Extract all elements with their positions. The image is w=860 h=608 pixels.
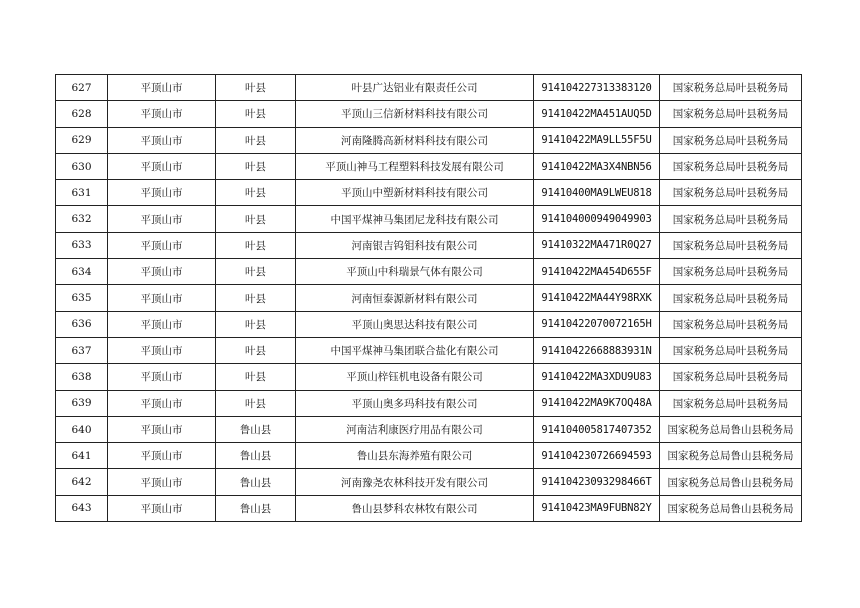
row-number-cell: 632 xyxy=(56,206,108,232)
credit-code-cell: 91410422MA9K7OQ48A xyxy=(534,390,660,416)
table-row xyxy=(56,101,802,127)
tax-bureau-cell: 国家税务总局叶县税务局 xyxy=(660,390,802,416)
row-number-cell: 638 xyxy=(56,364,108,390)
county-cell: 叶县 xyxy=(216,180,296,206)
company-name-cell: 平顶山神马工程塑料科技发展有限公司 xyxy=(296,153,534,179)
company-name-cell: 平顶山三信新材料科技有限公司 xyxy=(296,101,534,127)
credit-code-cell: 91410422MA44Y98RXK xyxy=(534,285,660,311)
city-cell: 平顶山市 xyxy=(108,285,216,311)
county-cell: 叶县 xyxy=(216,232,296,258)
table-row xyxy=(56,232,802,258)
credit-code-cell: 91410423MA9FUBN82Y xyxy=(534,495,660,521)
row-number-cell: 637 xyxy=(56,337,108,363)
city-cell: 平顶山市 xyxy=(108,127,216,153)
company-name-cell: 平顶山梓钰机电设备有限公司 xyxy=(296,364,534,390)
row-number-cell: 630 xyxy=(56,153,108,179)
taxpayer-table xyxy=(55,74,802,522)
row-number-cell: 627 xyxy=(56,75,108,101)
company-name-cell: 河南豫尧农林科技开发有限公司 xyxy=(296,469,534,495)
tax-bureau-cell: 国家税务总局叶县税务局 xyxy=(660,127,802,153)
tax-bureau-cell: 国家税务总局叶县税务局 xyxy=(660,101,802,127)
tax-bureau-cell: 国家税务总局叶县税务局 xyxy=(660,259,802,285)
credit-code-cell: 91410422MA3X4NBN56 xyxy=(534,153,660,179)
tax-bureau-cell: 国家税务总局叶县税务局 xyxy=(660,180,802,206)
credit-code-cell: 914104000949049903 xyxy=(534,206,660,232)
county-cell: 鲁山县 xyxy=(216,443,296,469)
table-row xyxy=(56,127,802,153)
company-name-cell: 鲁山县梦科农林牧有限公司 xyxy=(296,495,534,521)
city-cell: 平顶山市 xyxy=(108,206,216,232)
credit-code-cell: 914104227313383120 xyxy=(534,75,660,101)
county-cell: 叶县 xyxy=(216,101,296,127)
county-cell: 叶县 xyxy=(216,206,296,232)
row-number-cell: 636 xyxy=(56,311,108,337)
company-name-cell: 鲁山县东海养殖有限公司 xyxy=(296,443,534,469)
tax-bureau-cell: 国家税务总局叶县税务局 xyxy=(660,153,802,179)
table-row xyxy=(56,206,802,232)
company-name-cell: 平顶山中科瑞景气体有限公司 xyxy=(296,259,534,285)
credit-code-cell: 914104005817407352 xyxy=(534,416,660,442)
county-cell: 叶县 xyxy=(216,337,296,363)
city-cell: 平顶山市 xyxy=(108,416,216,442)
credit-code-cell: 91410422MA3XDU9U83 xyxy=(534,364,660,390)
row-number-cell: 633 xyxy=(56,232,108,258)
city-cell: 平顶山市 xyxy=(108,153,216,179)
credit-code-cell: 91410422668883931N xyxy=(534,337,660,363)
county-cell: 叶县 xyxy=(216,285,296,311)
table-row xyxy=(56,364,802,390)
company-name-cell: 中国平煤神马集团联合盐化有限公司 xyxy=(296,337,534,363)
city-cell: 平顶山市 xyxy=(108,495,216,521)
city-cell: 平顶山市 xyxy=(108,75,216,101)
table-row xyxy=(56,180,802,206)
credit-code-cell: 91410422MA454D655F xyxy=(534,259,660,285)
county-cell: 叶县 xyxy=(216,311,296,337)
company-name-cell: 河南洁利康医疗用品有限公司 xyxy=(296,416,534,442)
tax-bureau-cell: 国家税务总局叶县税务局 xyxy=(660,75,802,101)
county-cell: 鲁山县 xyxy=(216,469,296,495)
city-cell: 平顶山市 xyxy=(108,469,216,495)
county-cell: 叶县 xyxy=(216,364,296,390)
city-cell: 平顶山市 xyxy=(108,180,216,206)
county-cell: 叶县 xyxy=(216,153,296,179)
company-name-cell: 河南隆腾高新材料科技有限公司 xyxy=(296,127,534,153)
table-row xyxy=(56,259,802,285)
county-cell: 叶县 xyxy=(216,75,296,101)
company-name-cell: 河南银吉钨钼科技有限公司 xyxy=(296,232,534,258)
tax-bureau-cell: 国家税务总局叶县税务局 xyxy=(660,337,802,363)
city-cell: 平顶山市 xyxy=(108,390,216,416)
table-row xyxy=(56,285,802,311)
tax-bureau-cell: 国家税务总局叶县税务局 xyxy=(660,285,802,311)
city-cell: 平顶山市 xyxy=(108,443,216,469)
table-row xyxy=(56,337,802,363)
table-row xyxy=(56,390,802,416)
row-number-cell: 643 xyxy=(56,495,108,521)
row-number-cell: 640 xyxy=(56,416,108,442)
table-row xyxy=(56,75,802,101)
county-cell: 鲁山县 xyxy=(216,495,296,521)
table-row xyxy=(56,416,802,442)
table-body xyxy=(56,75,802,522)
tax-bureau-cell: 国家税务总局叶县税务局 xyxy=(660,206,802,232)
row-number-cell: 639 xyxy=(56,390,108,416)
company-name-cell: 河南恒泰源新材料有限公司 xyxy=(296,285,534,311)
table-row xyxy=(56,495,802,521)
row-number-cell: 635 xyxy=(56,285,108,311)
row-number-cell: 629 xyxy=(56,127,108,153)
row-number-cell: 631 xyxy=(56,180,108,206)
tax-bureau-cell: 国家税务总局鲁山县税务局 xyxy=(660,443,802,469)
city-cell: 平顶山市 xyxy=(108,337,216,363)
tax-bureau-cell: 国家税务总局鲁山县税务局 xyxy=(660,469,802,495)
tax-bureau-cell: 国家税务总局鲁山县税务局 xyxy=(660,495,802,521)
credit-code-cell: 91410322MA471R0Q27 xyxy=(534,232,660,258)
city-cell: 平顶山市 xyxy=(108,364,216,390)
credit-code-cell: 91410423093298466T xyxy=(534,469,660,495)
table-row xyxy=(56,153,802,179)
credit-code-cell: 91410400MA9LWEU818 xyxy=(534,180,660,206)
tax-bureau-cell: 国家税务总局叶县税务局 xyxy=(660,232,802,258)
company-name-cell: 叶县广达铝业有限责任公司 xyxy=(296,75,534,101)
credit-code-cell: 91410422MA451AUQ5D xyxy=(534,101,660,127)
credit-code-cell: 914104230726694593 xyxy=(534,443,660,469)
tax-bureau-cell: 国家税务总局叶县税务局 xyxy=(660,364,802,390)
city-cell: 平顶山市 xyxy=(108,311,216,337)
row-number-cell: 642 xyxy=(56,469,108,495)
tax-bureau-cell: 国家税务总局鲁山县税务局 xyxy=(660,416,802,442)
company-name-cell: 中国平煤神马集团尼龙科技有限公司 xyxy=(296,206,534,232)
table-row xyxy=(56,443,802,469)
row-number-cell: 628 xyxy=(56,101,108,127)
company-name-cell: 平顶山奥思达科技有限公司 xyxy=(296,311,534,337)
company-name-cell: 平顶山中塑新材料科技有限公司 xyxy=(296,180,534,206)
city-cell: 平顶山市 xyxy=(108,259,216,285)
credit-code-cell: 91410422070072165H xyxy=(534,311,660,337)
table-row xyxy=(56,311,802,337)
city-cell: 平顶山市 xyxy=(108,101,216,127)
company-name-cell: 平顶山奥多玛科技有限公司 xyxy=(296,390,534,416)
county-cell: 鲁山县 xyxy=(216,416,296,442)
county-cell: 叶县 xyxy=(216,259,296,285)
credit-code-cell: 91410422MA9LL55F5U xyxy=(534,127,660,153)
county-cell: 叶县 xyxy=(216,390,296,416)
county-cell: 叶县 xyxy=(216,127,296,153)
table-row xyxy=(56,469,802,495)
city-cell: 平顶山市 xyxy=(108,232,216,258)
row-number-cell: 634 xyxy=(56,259,108,285)
tax-bureau-cell: 国家税务总局叶县税务局 xyxy=(660,311,802,337)
row-number-cell: 641 xyxy=(56,443,108,469)
